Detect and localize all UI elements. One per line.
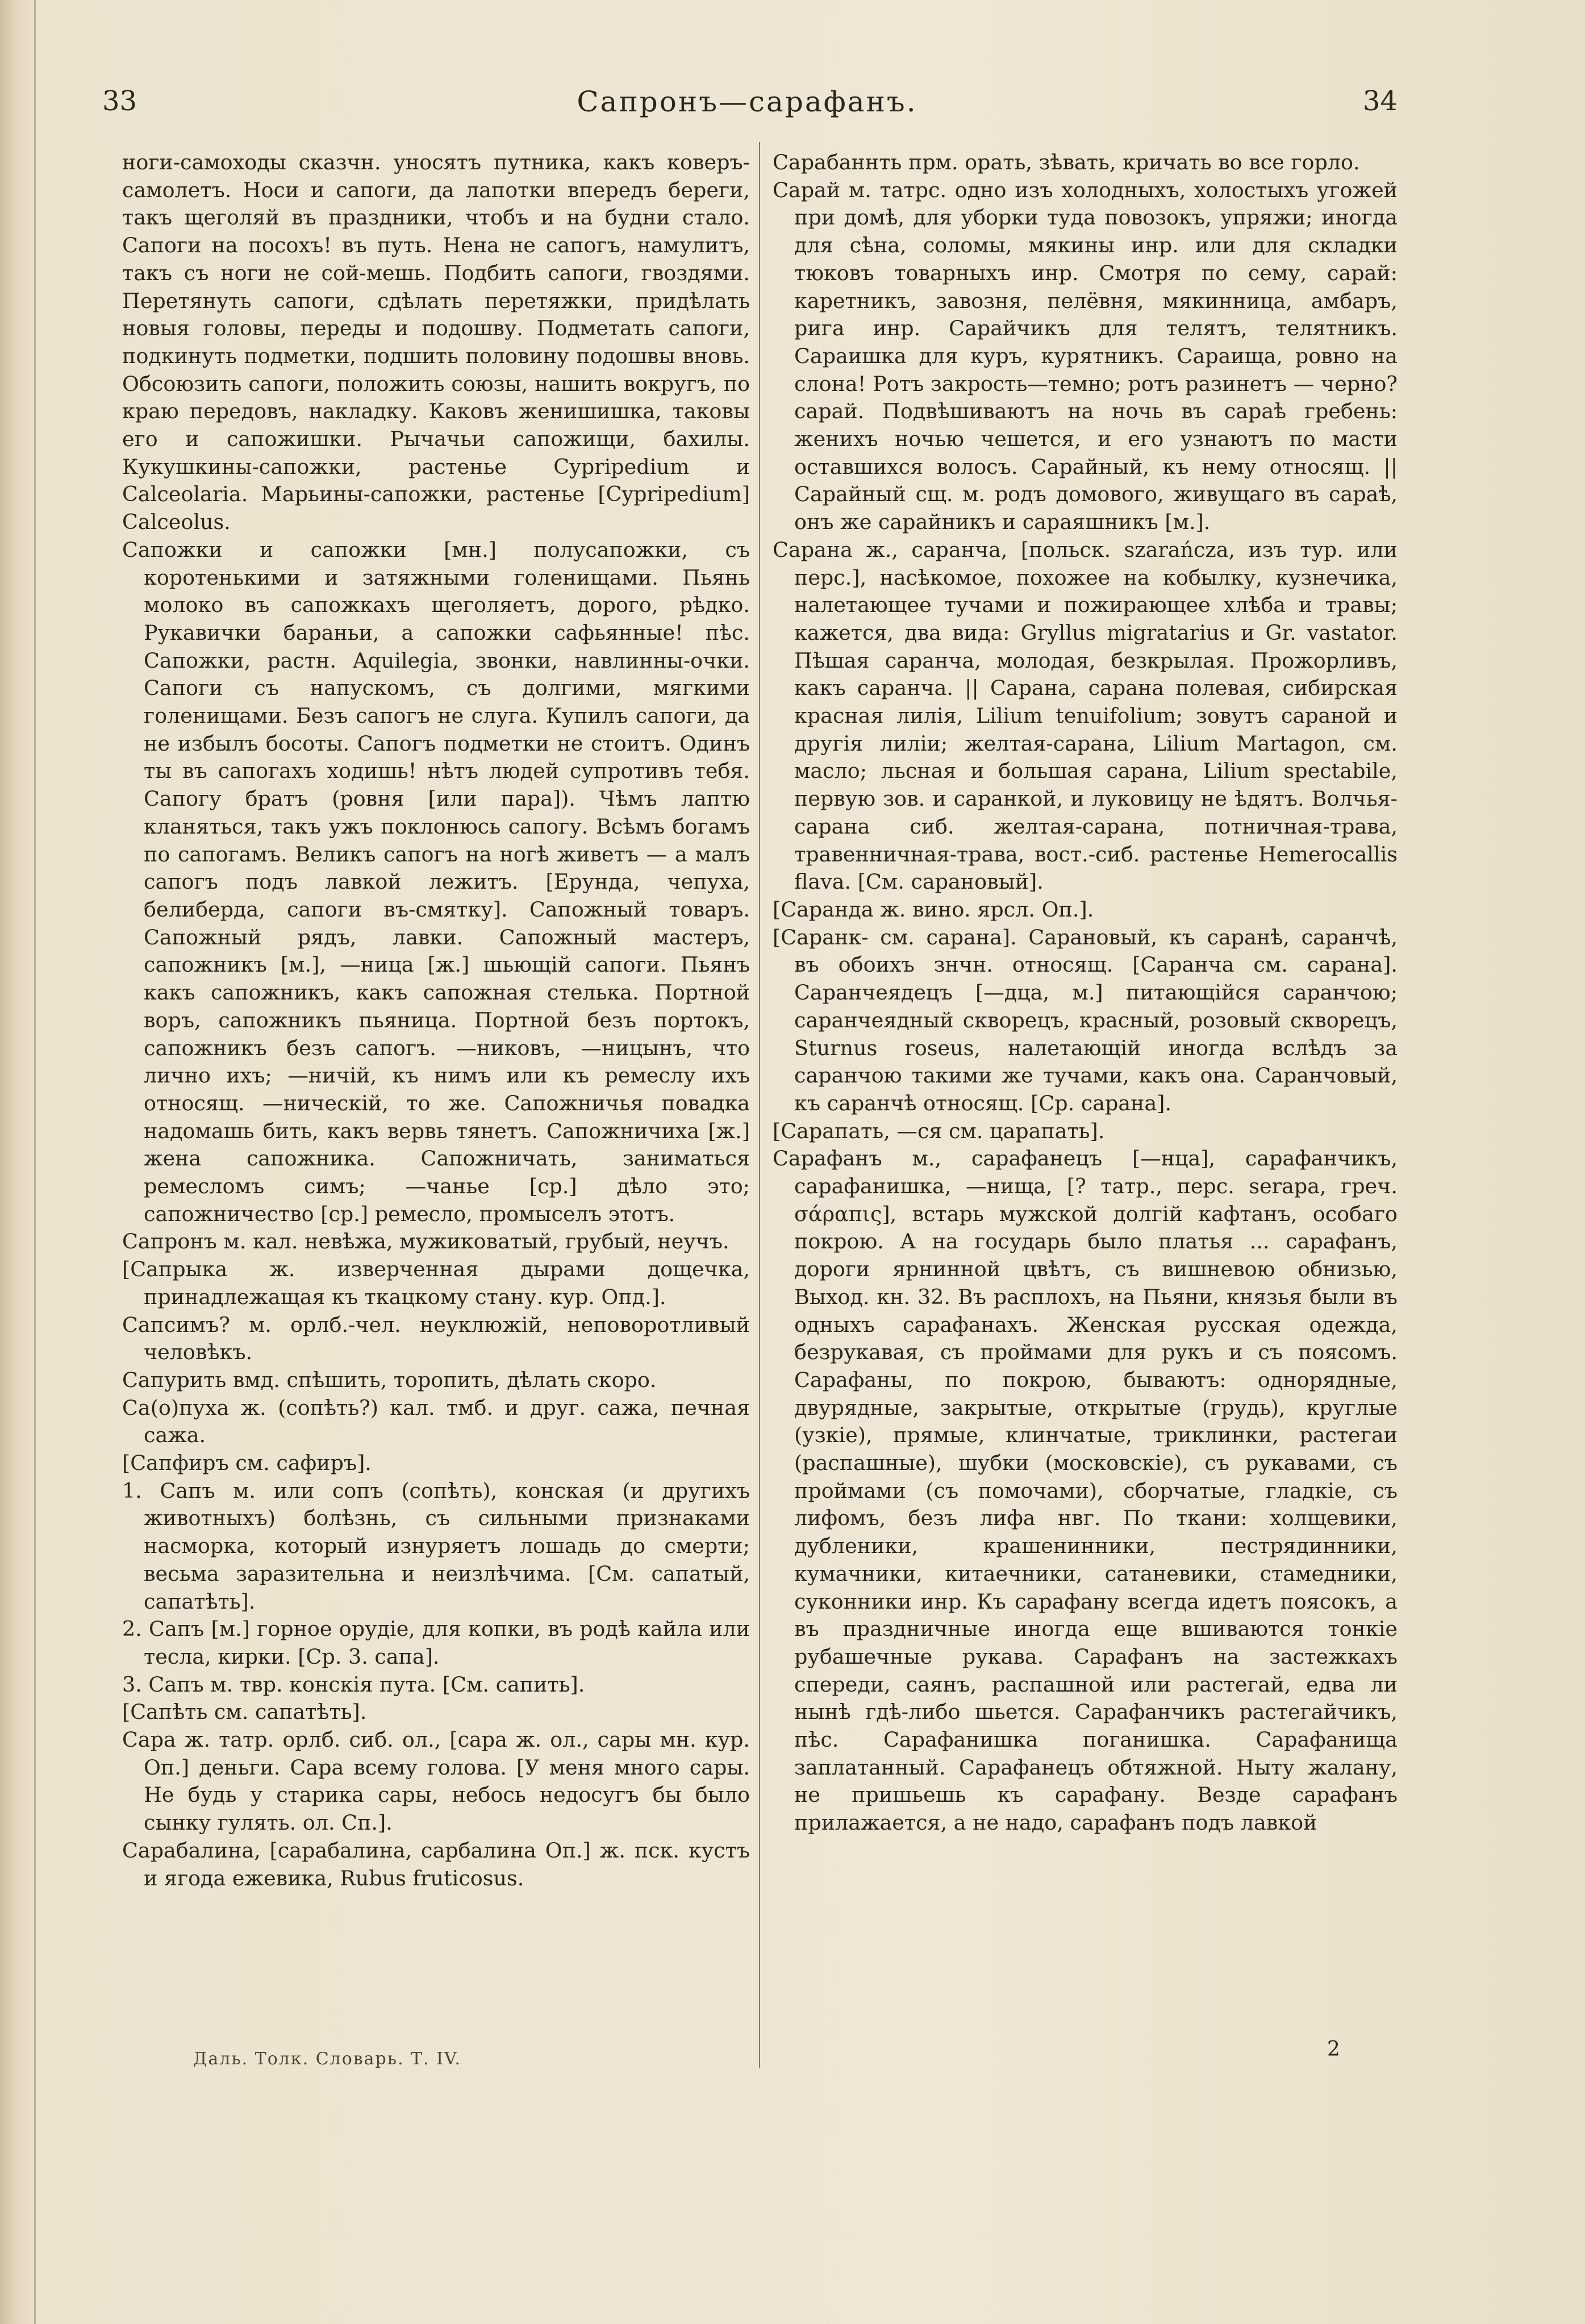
entry-text: Сапсимъ? м. орлб.-чел. неуклюжій, неповоротливый человѣкъ. xyxy=(122,1312,750,1365)
entry-text: [Саранк- см. сарана]. Сарановый, къ саранѣ, саранчѣ, въ обоихъ знчн. относящ. [Саранча см. сарана]. Саранчеядецъ [—дца, м.] питающійся саранчою; саранчеядный скворецъ, красный, розовый скворецъ, Sturnus roseus, налетающій иногда вслѣдъ за саранчою такими же тучами, какъ она. Саранчовый, къ саранчѣ относящ. [Ср. сарана]. xyxy=(773,924,1398,1115)
entry-text: 2. Сапъ [м.] горное орудіе, для копки, въ родѣ кайла или тесла, кирки. [Ср. 3. сапа]. xyxy=(122,1617,750,1669)
entry-text: Сара ж. татр. орлб. сиб. ол., [сара ж. ол., сары мн. кур. Оп.] деньги. Сара всему голова. [У меня много сары. Не будь у старика сары, небось недосугъ бы было сынку гулять. ол. Сп.]. xyxy=(122,1727,750,1835)
entry-text: Сарабаннть прм. орать, зѣвать, кричать во все горло. xyxy=(773,150,1360,174)
footer-note: Даль. Толк. Словарь. Т. IV. xyxy=(193,2049,462,2069)
entry-text: Сарай м. татрс. одно изъ холодныхъ, холостыхъ угожей при домѣ, для уборки туда повозокъ, упряжи; иногда для сѣна, соломы, мякины инр. или для складки тюковъ товарныхъ инр. Смотря по сему, сарай: каретникъ, завозня, пелёвня, мякинница, амбаръ, рига инр. Сарайчикъ для телятъ, телятникъ. Сараишка для куръ, курятникъ. Сараища, ровно на слона! Ротъ закрость—темно; ротъ разинетъ — черно? сарай. Подвѣшиваютъ на ночь въ сараѣ гребень: женихъ ночью чешется, и его узнаютъ по масти оставшихся волосъ. Сарайный, къ нему относящ. || Сарайный сщ. м. родъ домового, живущаго въ сараѣ, онъ же сарайникъ и сараяшникъ [м.]. xyxy=(773,177,1398,535)
entry-text: [Сарапать, —ся см. царапать]. xyxy=(773,1118,1105,1143)
column-divider xyxy=(759,142,760,2068)
entry-text: Сапурить вмд. спѣшить, торопить, дѣлать скоро. xyxy=(122,1367,657,1392)
running-head: Сапронъ—сарафанъ. xyxy=(577,85,917,118)
entry-text: Са(о)пуха ж. (сопѣть?) кал. тмб. и друг. сажа, печная сажа. xyxy=(122,1395,750,1448)
signature-mark: 2 xyxy=(1327,2038,1340,2061)
page-number-right: 34 xyxy=(1362,85,1398,117)
page-spine-shadow xyxy=(34,0,36,2324)
entry-text: Сарабалина, [сарабалина, сарбалина Оп.] ж. пск. кустъ и ягода ежевика, Rubus fruticosus. xyxy=(122,1838,750,1890)
left-column xyxy=(122,149,750,1892)
page-number-left: 33 xyxy=(102,85,137,117)
entry-text: Сарафанъ м., сарафанецъ [—нца], сарафанчикъ, сарафанишка, —нища, [? татр., перс. serapa, греч. σάραπις], встарь мужской долгій кафтанъ, особаго покрою. А на государь было платья ... сарафанъ, дороги ярнинной цвѣтъ, съ вишневою обнизью, Выход. кн. 32. Въ расплохъ, на Пьяни, князья были въ одныхъ сарафанахъ. Женская русская одежда, безрукавая, съ проймами для рукъ и съ поясомъ. Сарафаны, по покрою, бываютъ: однорядные, двурядные, закрытые, открытые (грудь), круглые (узкіе), прямые, клинчатые, триклинки, растегаи (распашные), шубки (московскіе), съ рукавами, съ проймами (съ помочами), сборчатые, гладкіе, съ лифомъ, безъ лифа нвг. По ткани: холщевики, дубленики, крашенинники, пестрядинники, кумачники, китаечники, сатаневики, стамедники, суконники инр. Къ сарафану всегда идетъ поясокъ, а въ праздничные иногда еще вшиваются тонкіе рубашечные рукава. Сарафанъ на застежкахъ спереди, саянъ, распашной или растегай, едва ли нынѣ гдѣ-либо шьется. Сарафанчикъ растегайчикъ, пѣс. Сарафанишка поганишка. Сарафанища заплатанный. Сарафанецъ обтяжной. Ныту жалану, не пришьешь къ сарафану. Везде сарафанъ прилажается, а не надо, сарафанъ подъ лавкой xyxy=(773,1146,1398,1835)
page-header xyxy=(97,85,1398,131)
entry-text: [Саранда ж. вино. ярсл. Оп.]. xyxy=(773,897,1094,922)
entry-text: ноги-самоходы сказчн. уносятъ путника, какъ коверъ-самолетъ. Носи и сапоги, да лапотки впередъ береги, такъ щеголяй въ праздники, чтобъ и на будни стало. Сапоги на посохъ! въ путь. Нена не сапогъ, намулитъ, такъ съ ноги не сой-мешь. Подбить сапоги, гвоздями. Перетянуть сапоги, сдѣлать перетяжки, придѣлать новыя головы, переды и подошву. Подметать сапоги, подкинуть подметки, подшить половину подошвы вновь. Обсоюзить сапоги, положить союзы, нашить вокругъ, по краю передовъ, накладку. Каковъ женишишка, таковы его и сапожишки. Рычачьи сапожищи, бахилы. Кукушкины-сапожки, растенье Cypripedium и Calceolaria. Марьины-сапожки, растенье [Cypripedium] Calceolus. xyxy=(122,150,750,535)
entry-text: 1. Сапъ м. или сопъ (сопѣть), конская (и другихъ животныхъ) болѣзнь, съ сильными признаками насморка, который изнуряетъ лошадь до смерти; весьма заразительна и неизлѣчима. [См. сапатый, сапатѣть]. xyxy=(122,1478,750,1614)
entry-text: Сапожки и сапожки [мн.] полусапожки, съ коротенькими и затяжными голенищами. Пьянь молоко въ сапожкахъ щеголяетъ, дорого, рѣдко. Рукавички бараньи, а сапожки сафьянные! пѣс. Сапожки, растн. Aquilegia, звонки, навлинны-очки. Сапоги съ напускомъ, съ долгими, мягкими голенищами. Безъ сапогъ не слуга. Купилъ сапоги, да не избылъ босоты. Сапогъ подметки не стоитъ. Одинъ ты въ сапогахъ ходишь! нѣтъ людей супротивъ тебя. Сапогу братъ (ровня [или пара]). Чѣмъ лаптю кланяться, такъ ужъ поклонюсь сапогу. Всѣмъ богамъ по сапогамъ. Великъ сапогъ на ногѣ живетъ — а малъ сапогъ подъ лавкой лежитъ. [Ерунда, чепуха, белиберда, сапоги въ-смятку]. Сапожный товаръ. Сапожный рядъ, лавки. Сапожный мастеръ, сапожникъ [м.], —ница [ж.] шьющій сапоги. Пьянъ какъ сапожникъ, какъ сапожная стелька. Портной воръ, сапожникъ пьяница. Портной безъ портокъ, сапожникъ безъ сапогъ. —никовъ, —ницынъ, что лично ихъ; —ничій, къ нимъ или къ ремеслу ихъ относящ. —ническій, то же. Сапожничья повадка надомашь бить, какъ вервь тянетъ. Сапожничиха [ж.] жена сапожника. Сапожничать, заниматься ремесломъ симъ; —чанье [ср.] дѣло это; сапожничество [ср.] ремесло, промыселъ этотъ. xyxy=(122,537,750,1226)
entry-text: [Сапфиръ см. сафиръ]. xyxy=(122,1451,372,1476)
entry-text: Сапронъ м. кал. невѣжа, мужиковатый, грубый, неучъ. xyxy=(122,1229,729,1254)
entry-text: 3. Сапъ м. твр. конскія пута. [См. сапить]. xyxy=(122,1672,585,1697)
right-column xyxy=(773,149,1398,1837)
entry-text: Сарана ж., саранча, [польск. szarańcza, изъ тур. или перс.], насѣкомое, похожее на кобылку, кузнечика, налетающее тучами и пожирающее хлѣба и травы; кажется, два вида: Gryllus migratarius и Gr. vastator. Пѣшая саранча, молодая, безкрылая. Прожорливъ, какъ саранча. || Сарана, сарана полевая, сибирская красная лилія, Lilium tenuifolium; зовутъ сараной и другія лиліи; желтая-сарана, Lilium Martagon, см. масло; льсная и большая сарана, Lilium spectabile, первую зов. и саранкой, и луковицу не ѣдятъ. Волчья-сарана сиб. желтая-сарана, потничная-трава, травенничная-трава, вост.-сиб. растенье Hemerocallis flava. [См. сарановый]. xyxy=(773,537,1398,894)
entry-text: [Сапѣть см. сапатѣть]. xyxy=(122,1700,367,1725)
entry-text: [Сапрыка ж. изверченная дырами дощечка, принадлежащая къ ткацкому стану. кур. Опд.]. xyxy=(122,1257,750,1309)
